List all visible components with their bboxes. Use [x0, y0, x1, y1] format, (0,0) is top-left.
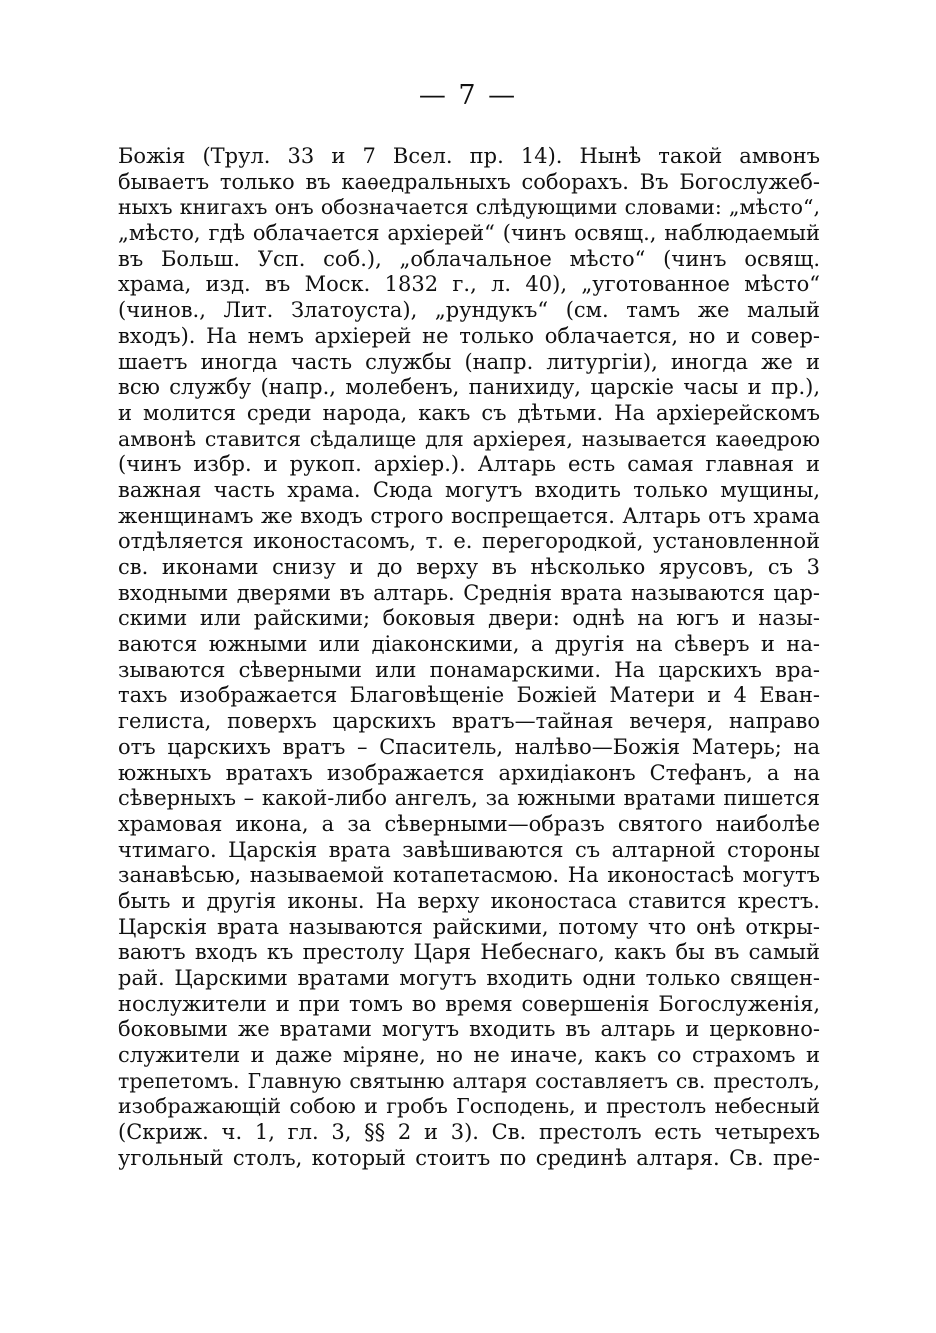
- text-line: скими или райскими; боковыя двери: однѣ на югъ и назы-: [118, 606, 820, 631]
- text-line: входъ). На немъ архіерей не только облачается, но и совер-: [118, 323, 820, 348]
- text-line: входными дверями въ алтарь. Среднія врата называются цар-: [118, 580, 820, 605]
- text-line: южныхъ вратахъ изображается архидіаконъ Стефанъ, а на: [118, 760, 820, 785]
- text-line: ваютъ входъ къ престолу Царя Небеснаго, какъ бы въ самый: [118, 940, 820, 965]
- text-line: св. иконами снизу и до верху въ нѣсколько ярусовъ, съ 3: [118, 555, 820, 579]
- text-line: (Скриж. ч. 1, гл. 3, §§ 2 и 3). Св. престолъ есть четырехъ: [118, 1120, 820, 1145]
- text-line: и молится среди народа, какъ съ дѣтьми. На архіерейскомъ: [118, 400, 820, 425]
- text-line: гелиста, поверхъ царскихъ вратъ—тайная вечеря, направо: [118, 709, 820, 734]
- text-line: занавѣсью, называемой котапетасмою. На иконостасѣ могутъ: [118, 863, 820, 888]
- text-line: ваются южными или діаконскими, а другія на сѣверъ и на-: [118, 632, 820, 657]
- body-text: [118, 144, 820, 1172]
- text-line: храмовая икона, а за сѣверными—образъ святого наиболѣе: [118, 811, 820, 836]
- text-line: (чинов., Лит. Златоуста), „рундукъ“ (см. тамъ же малый: [118, 298, 820, 323]
- text-line: (чинъ избр. и рукоп. архіер.). Алтарь есть самая главная и: [118, 452, 820, 477]
- text-line: шаетъ иногда часть службы (напр. литургіи), иногда же и: [118, 349, 820, 374]
- text-line: быть и другія иконы. На верху иконостаса ставится крестъ.: [118, 888, 820, 913]
- text-line: трепетомъ. Главную святыню алтаря составляетъ св. престолъ,: [118, 1068, 820, 1093]
- text-line: въ Больш. Усп. соб.), „облачальное мѣсто“ (чинъ освящ.: [118, 246, 820, 271]
- text-line: чтимаго. Царскія врата завѣшиваются съ алтарной стороны: [118, 837, 820, 862]
- text-line: сѣверныхъ – какой-либо ангелъ, за южными вратами пишется: [118, 786, 820, 811]
- text-line: бываетъ только въ каѳедральныхъ соборахъ. Въ Богослужеб-: [118, 169, 820, 194]
- text-line: отъ царскихъ вратъ – Спаситель, налѣво—Божія Матерь; на: [118, 734, 820, 759]
- text-line: амвонѣ ставится сѣдалище для архіерея, называется каѳедрою: [118, 426, 820, 451]
- text-line: храма, изд. въ Моск. 1832 г., л. 40), „уготованное мѣсто“: [118, 272, 820, 297]
- text-line: тахъ изображается Благовѣщеніе Божіей Матери и 4 Еван-: [118, 683, 820, 708]
- text-line: служители и даже міряне, но не иначе, какъ со страхомъ и: [118, 1043, 820, 1068]
- text-line: ныхъ книгахъ онъ обозначается слѣдующими словами: „мѣсто“,: [118, 195, 820, 220]
- text-line: зываются сѣверными или понамарскими. На царскихъ вра-: [118, 657, 820, 682]
- text-line: отдѣляется иконостасомъ, т. е. перегородкой, установленной: [118, 529, 820, 554]
- text-line: Божія (Трул. 33 и 7 Всел. пр. 14). Нынѣ такой амвонъ: [118, 144, 820, 168]
- text-line: важная часть храма. Сюда могутъ входить только мущины,: [118, 477, 820, 502]
- text-line: боковыми же вратами могутъ входить въ алтарь и церковно-: [118, 1017, 820, 1042]
- page-number: — 7 —: [418, 80, 518, 111]
- text-line: женщинамъ же входъ строго воспрещается. Алтарь отъ храма: [118, 503, 820, 528]
- text-line: всю службу (напр., молебенъ, панихиду, царскіе часы и пр.),: [118, 375, 820, 400]
- text-line: рай. Царскими вратами могутъ входить одни только священ-: [118, 966, 820, 990]
- text-line: „мѣсто, гдѣ облачается архіерей“ (чинъ освящ., наблюдаемый: [118, 221, 820, 246]
- text-line: угольный столъ, который стоитъ по срединѣ алтаря. Св. пре-: [118, 1145, 820, 1170]
- text-line: нослужители и при томъ во время совершенія Богослуженія,: [118, 991, 820, 1016]
- text-line: Царскія врата называются райскими, потому что онѣ откры-: [118, 914, 820, 939]
- text-line: изображающій собою и гробъ Господень, и престолъ небесный: [118, 1094, 820, 1119]
